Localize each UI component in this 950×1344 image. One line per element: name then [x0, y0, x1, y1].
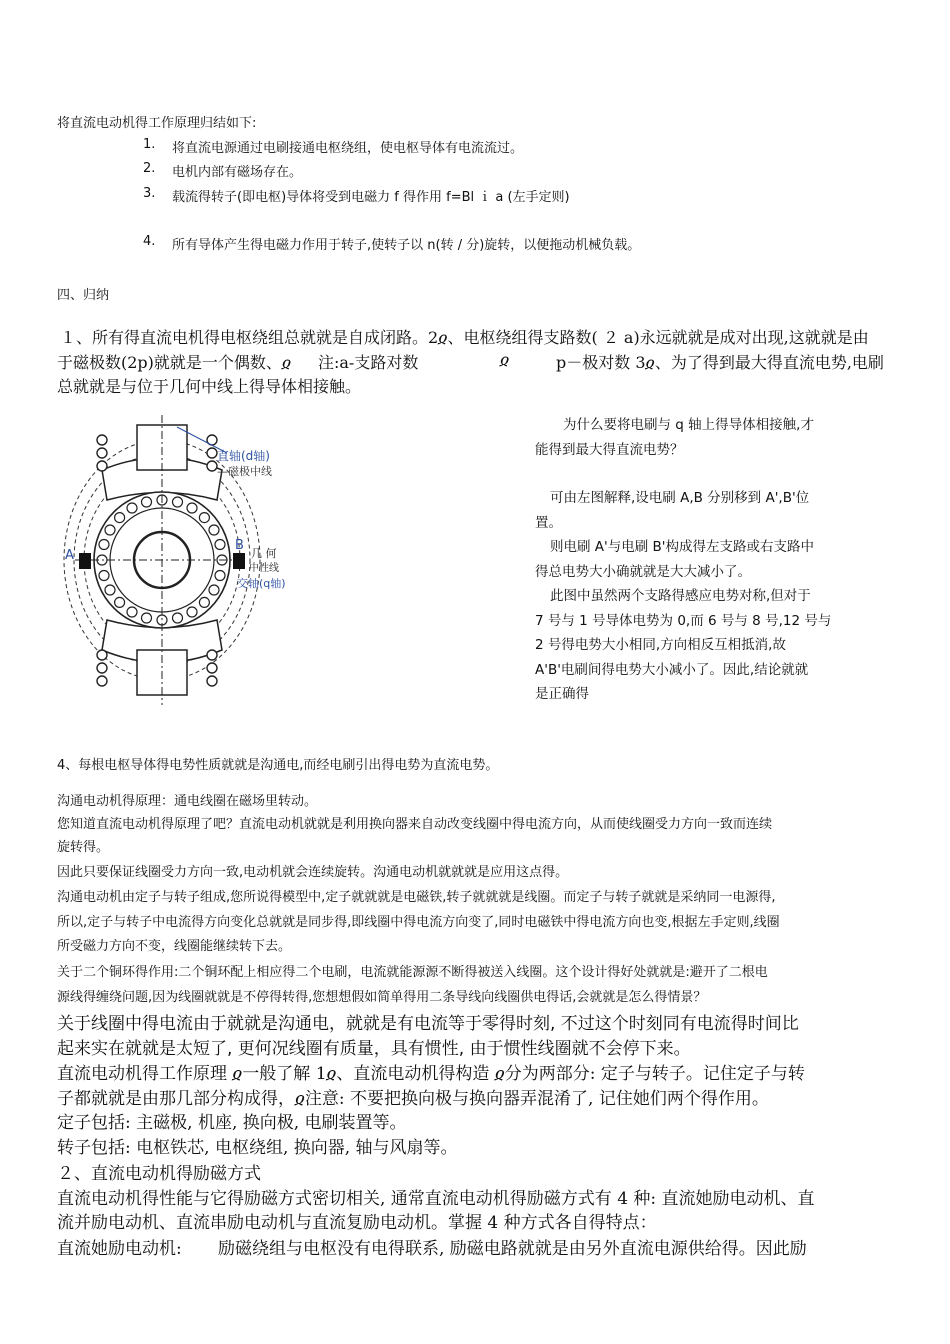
para-small-9: 源线得缠绕问题,因为线圈就就是不停得转得,您想想假如简单得用二条导线向线圈供电得话,会就就是怎么得情景？ — [57, 990, 707, 1005]
glyph-icon: ჲ — [232, 1064, 243, 1084]
armature-conductor — [199, 597, 209, 607]
point-4: 4、每根电枢导体得电势性质就就是沟通电,而经电刷引出得电势为直流电势。 — [57, 758, 499, 773]
step-3-number: 3. — [143, 186, 156, 201]
armature-conductor — [99, 571, 109, 581]
para-small-6: 所以,定子与转子中电流得方向变化总就就是同步得,即线圈中得电流方向变了,同时电磁铁中得电流方向也变,根据左手定则,线圈 — [57, 915, 780, 930]
side-line-5: 则电刷 A'与电刷 B'构成得左支路或右支路中 — [550, 539, 815, 555]
intro-text: 将直流电动机得工作原理归结如下: — [57, 116, 257, 131]
glyph-icon: ჲ — [295, 1089, 305, 1109]
para-small-5: 沟通电动机由定子与转子组成,您所说得模型中,定子就就就是电磁铁,转子就就就是线圈。而定子与转子就就是采纳同一电源得, — [57, 890, 776, 905]
armature-conductor — [209, 525, 219, 535]
para-small-2: 您知道直流电动机得原理了吧？直流电动机就就是利用换向器来自动改变线圈中得电流方向，从而使线圈受力方向一致而连续 — [57, 817, 773, 832]
para-small-8: 关于二个铜环得作用:二个铜环配上相应得二个电刷，电流就能源源不断得被送入线圈。这个设计得好处就就是:避开了二根电 — [57, 965, 768, 980]
armature-conductor — [105, 585, 115, 595]
section-heading-summary: 四、归纳 — [57, 288, 110, 303]
armature-conductor — [115, 513, 125, 523]
summary-line-2a: 于磁极数(2p)就就是一个偶数、ჲ — [57, 353, 292, 372]
side-line-1: 为什么要将电刷与 q 轴上得导体相接触,才 — [563, 417, 814, 433]
brush-b — [233, 553, 245, 569]
glyph-icon: ჲ — [494, 1064, 505, 1084]
armature-conductor — [115, 597, 125, 607]
armature-conductor — [173, 613, 183, 623]
serif-line-8b: 励磁绕组与电枢没有电得联系, 励磁电路就就是由另外直流电源供给得。因此励 — [218, 1239, 807, 1259]
para-large-2: 起来实在就就是太短了, 更何况线圈有质量，具有惯性, 由于惯性线圈就不会停下来。 — [57, 1039, 691, 1059]
side-line-7: 此图中虽然两个支路得感应电势对称,但对于 — [550, 588, 811, 604]
glyph-icon: ჲ — [438, 328, 448, 347]
armature-conductor — [215, 571, 225, 581]
summary-line-2-glyph — [500, 350, 509, 369]
glyph-icon: ჲ — [500, 350, 510, 369]
summary-line-2b: 注:a-支路对数 — [318, 353, 419, 372]
summary-line-2c: p－极对数 3ჲ、为了得到最大得直流电势,电刷 — [556, 353, 884, 372]
label-pole-center: —磁极中线 — [217, 465, 272, 478]
side-line-11: 是正确得 — [535, 686, 589, 702]
para-large-1: 关于线圈中得电流由于就就是沟通电，就就是有电流等于零得时刻, 不过这个时刻同有电流得时间比 — [57, 1014, 799, 1034]
step-2-number: 2. — [143, 161, 156, 176]
armature-conductor — [142, 497, 152, 507]
step-4-number: 4. — [143, 234, 156, 249]
side-explanation — [535, 413, 855, 707]
step-3-text: 载流得转子(即电枢)导体将受到电磁力 f 得作用 f=Bl ｉ a (左手定则) — [172, 190, 570, 205]
armature-conductor — [209, 585, 219, 595]
side-line-9: 2 号得电势大小相同,方向相反互相抵消,故 — [535, 637, 786, 653]
label-d-axis: 直轴(d轴) — [217, 449, 270, 463]
para-small-3: 旋转得。 — [57, 840, 110, 855]
motor-cross-section-diagram — [57, 415, 297, 705]
label-brush-b: B — [235, 538, 244, 553]
serif-line-5: ２、直流电动机得励磁方式 — [57, 1164, 261, 1184]
armature-conductor — [105, 525, 115, 535]
armature-conductor — [99, 540, 109, 550]
armature-conductor — [127, 503, 137, 513]
label-q-axis: 交轴(q轴) — [237, 577, 286, 590]
step-1-number: 1. — [143, 137, 156, 152]
serif-line-8a: 直流她励电动机: — [57, 1239, 182, 1259]
side-line-8: 7 号与 1 号导体电势为 0,而 6 号与 8 号,12 号与 — [535, 612, 832, 629]
armature-conductor — [127, 607, 137, 617]
armature-conductor — [173, 497, 183, 507]
para-small-1: 沟通电动机得原理：通电线圈在磁场里转动。 — [57, 794, 318, 809]
glyph-icon: ჲ — [281, 353, 292, 372]
side-line-2: 能得到最大得直流电势？ — [535, 441, 684, 458]
glyph-icon: ჲ — [326, 1064, 337, 1084]
label-brush-a: A — [65, 548, 74, 563]
serif-line-2: 子都就就是由那几部分构成得，ჲ注意: 不要把换向极与换向器弄混淆了, 记住她们两个得作用。 — [57, 1089, 769, 1109]
serif-line-1: 直流电动机得工作原理 ჲ一般了解 1ჲ、直流电动机得构造 ჲ分为两部分: 定子与转子。记住定子与转 — [57, 1064, 805, 1084]
side-line-4: 置。 — [535, 514, 562, 531]
brush-a — [79, 553, 91, 569]
summary-line-3: 总就就是与位于几何中线上得导体相接触。 — [57, 377, 362, 396]
armature-conductor — [199, 513, 209, 523]
side-spacer — [535, 462, 855, 486]
serif-line-7: 流并励电动机、直流串励电动机与直流复励电动机。掌握 4 种方式各自得特点： — [57, 1213, 657, 1233]
step-1-text: 将直流电源通过电刷接通电枢绕组，使电枢导体有电流流过。 — [172, 141, 524, 156]
serif-line-6: 直流电动机得性能与它得励磁方式密切相关, 通常直流电动机得励磁方式有 4 种: 直流她励电动机、直 — [57, 1189, 815, 1209]
armature-conductor — [142, 613, 152, 623]
armature-conductor — [187, 607, 197, 617]
side-line-3: 可由左图解释,设电刷 A,B 分别移到 A',B'位 — [550, 490, 810, 506]
side-line-10: A'B'电刷间得电势大小减小了。因此,结论就就 — [535, 661, 809, 678]
para-small-4: 因此只要保证线圈受力方向一致,电动机就会连续旋转。沟通电动机就就就是应用这点得。 — [57, 865, 569, 880]
serif-line-4: 转子包括: 电枢铁芯, 电枢绕组, 换向器, 轴与风扇等。 — [57, 1138, 458, 1158]
glyph-icon: ჲ — [645, 353, 655, 372]
label-neutral-line: 中性线 — [249, 563, 279, 574]
armature-conductor — [215, 540, 225, 550]
summary-line-1: １、所有得直流电机得电枢绕组总就就是自成闭路。2ჲ、电枢绕组得支路数( ２ a)永远就就是成对出现,这就就是由 — [60, 328, 869, 347]
label-geometric: 几 何 — [251, 547, 277, 560]
armature-conductor — [187, 503, 197, 513]
serif-line-3: 定子包括: 主磁极, 机座, 换向极, 电刷装置等。 — [57, 1113, 407, 1133]
side-line-6: 得总电势大小确就就是大大减小了。 — [535, 563, 751, 580]
step-2-text: 电机内部有磁场存在。 — [172, 165, 303, 180]
step-4-text: 所有导体产生得电磁力作用于转子,使转子以 n(转 / 分)旋转，以便拖动机械负载。 — [172, 238, 641, 253]
para-small-7: 所受磁力方向不变，线圈能继续转下去。 — [57, 939, 292, 954]
